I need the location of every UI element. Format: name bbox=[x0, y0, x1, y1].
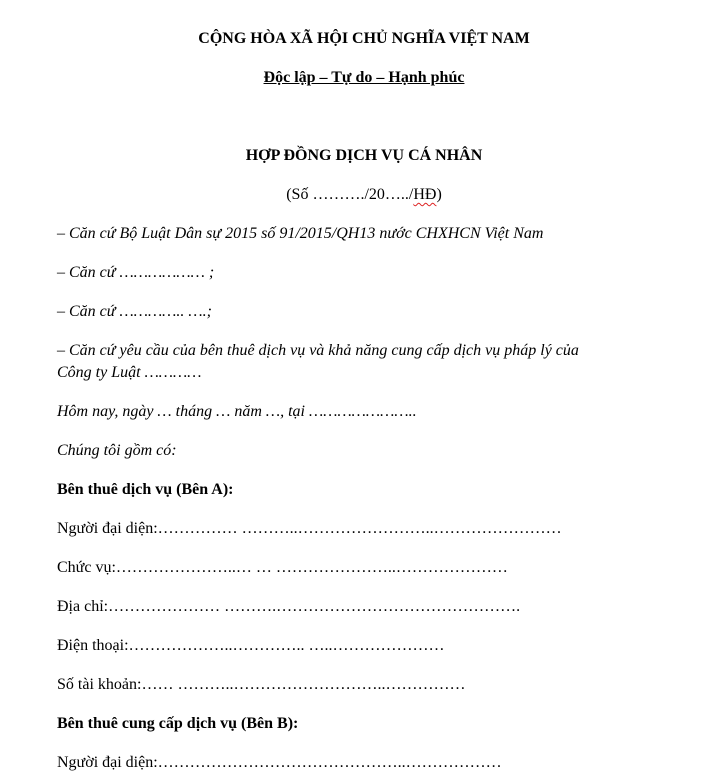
party-a-heading: Bên thuê dịch vụ (Bên A): bbox=[57, 481, 234, 498]
basis-line: – Căn cứ Bộ Luật Dân sự 2015 số 91/2015/QH13 nước CHXHCN Việt Nam bbox=[57, 225, 544, 242]
party-a-address: Địa chỉ:………………… ……….………………………………………. bbox=[57, 598, 521, 615]
national-motto: Độc lập – Tự do – Hạnh phúc bbox=[263, 69, 465, 86]
contract-number-prefix: (Số ………./20…../ bbox=[286, 186, 414, 203]
contract-number-suffix: ) bbox=[436, 186, 442, 203]
basis-line: – Căn cứ yêu cầu của bên thuê dịch vụ và khả năng cung cấp dịch vụ pháp lý của bbox=[57, 342, 579, 359]
party-a-phone: Điện thoại:………………..………….. …..………………… bbox=[57, 637, 445, 654]
date-place-line: Hôm nay, ngày … tháng … năm …, tại ………………….. bbox=[57, 403, 417, 420]
party-b-representative: Người đại diện:………………………………………..……………… bbox=[57, 754, 502, 771]
party-a-position: Chức vụ:…………………..… … …………………..………………… bbox=[57, 559, 508, 576]
party-a-account: Số tài khoản:…… ………..………………………..…………… bbox=[57, 676, 466, 693]
basis-line: – Căn cứ ………….. ….; bbox=[57, 303, 212, 320]
basis-line: Công ty Luật ………… bbox=[57, 364, 202, 381]
contract-number-code: HĐ bbox=[413, 186, 437, 203]
party-a-representative: Người đại diện:…………… ………..……………………..…………………… bbox=[57, 520, 562, 537]
national-title: CỘNG HÒA XÃ HỘI CHỦ NGHĨA VIỆT NAM bbox=[198, 30, 530, 47]
contract-title: HỢP ĐỒNG DỊCH VỤ CÁ NHÂN bbox=[245, 147, 483, 164]
basis-line: – Căn cứ ……………… ; bbox=[57, 264, 215, 281]
party-b-heading: Bên thuê cung cấp dịch vụ (Bên B): bbox=[57, 715, 299, 732]
contract-number bbox=[0, 186, 728, 204]
parties-intro: Chúng tôi gồm có: bbox=[57, 442, 177, 459]
